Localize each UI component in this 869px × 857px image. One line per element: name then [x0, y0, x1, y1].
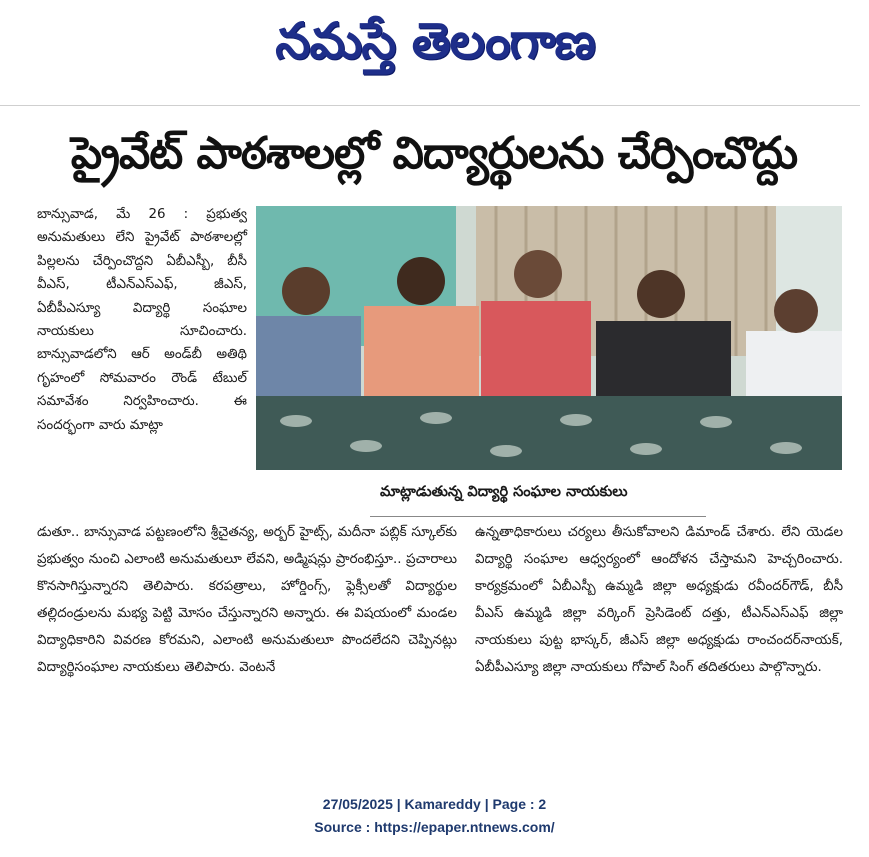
article-left-text: ప్రభుత్వ అనుమతులు లేని ప్రైవేట్ పాఠశాలల్లో పిల్లలను చేర్పించొద్దని ఏబీఎస్బీ, బీసీ వీఎస్, టీఎన్ఎస్ఎఫ్, జీఎస్, ఏబీపీఎస్యూ విద్యార్థి సంఘాల నాయకులు సూచించారు. బాన్సువాడలోని ఆర్ అండ్‌బీ అతిథి గృహంలో సోమవారం రౌండ్ టేబుల్ సమావేశం నిర్వహించారు. ఈ సందర్భంగా వారు మాట్లా: [37, 207, 247, 433]
footer-source-link[interactable]: Source : https://epaper.ntnews.com/: [314, 819, 555, 835]
article-left-column: [37, 203, 247, 437]
article-bottom-left-text: డుతూ.. బాన్సువాడ పట్టణంలోని శ్రీచైతన్య, అర్బర్ హైట్స్, మదీనా పబ్లిక్ స్కూల్‌కు ప్రభుత్వం నుంచి ఎలాంటి అనుమతులూ లేవని, అడ్మిషన్లు ప్రారంభిస్తూ.. ప్రచారాలు కొనసాగిస్తున్నారని తెలిపారు. కరపత్రాలు, హోర్డింగ్స్, ఫ్లెక్సీలతో విద్యార్థుల తల్లిదండ్రులను మభ్య పెట్టి మోసం చేస్తున్నారని అన్నారు. ఈ విషయంలో మండల విద్యాధికారిని వివరణ కోరమని, ఎలాంటి అనుమతులూ పొందలేదని చెప్పినట్లు విద్యార్థిసంఘాల నాయకులు తెలిపారు. వెంటనే: [37, 525, 457, 675]
newspaper-logo: నమస్తే తెలంగాణ: [275, 11, 595, 70]
divider: [0, 105, 860, 106]
masthead: [0, 0, 869, 88]
footer-date-line: 27/05/2025 | Kamareddy | Page : 2: [322, 796, 547, 812]
article-dateline: బాన్సువాడ, మే 26 :: [37, 207, 189, 222]
article-photo: [256, 206, 842, 470]
photo-caption: మాట్లాడుతున్న విద్యార్థి సంఘాల నాయకులు: [380, 484, 628, 500]
article-headline: ప్రైవేట్ పాఠశాలల్లో విద్యార్థులను చేర్పించొద్దు: [70, 128, 798, 179]
article-right-column: ఉన్నతాధికారులు చర్యలు తీసుకోవాలని డిమాండ్ చేశారు. లేని యెడల విద్యార్థి సంఘాల ఆధ్వర్యంలో ఆందోళన చేస్తామని హెచ్చరించారు. కార్యక్రమంలో ఏబీఎస్బీ ఉమ్మడి జిల్లా అధ్యక్షుడు రవీందర్‌గౌడ్, బీసీ వీఎస్ ఉమ్మడి జిల్లా వర్కింగ్ ప్రెసిడెంట్ దత్తు, టీఎన్ఎస్ఎఫ్ జిల్లా నాయకులు పుట్ట భాస్కర్, జీఎస్ జిల్లా అధ్యక్షుడు రాంచందర్‌నాయక్, ఏబీపీఎస్యూ జిల్లా నాయకులు గోపాల్ సింగ్ తదితరులు పాల్గొన్నారు.: [475, 525, 843, 675]
caption-divider: [370, 516, 706, 517]
